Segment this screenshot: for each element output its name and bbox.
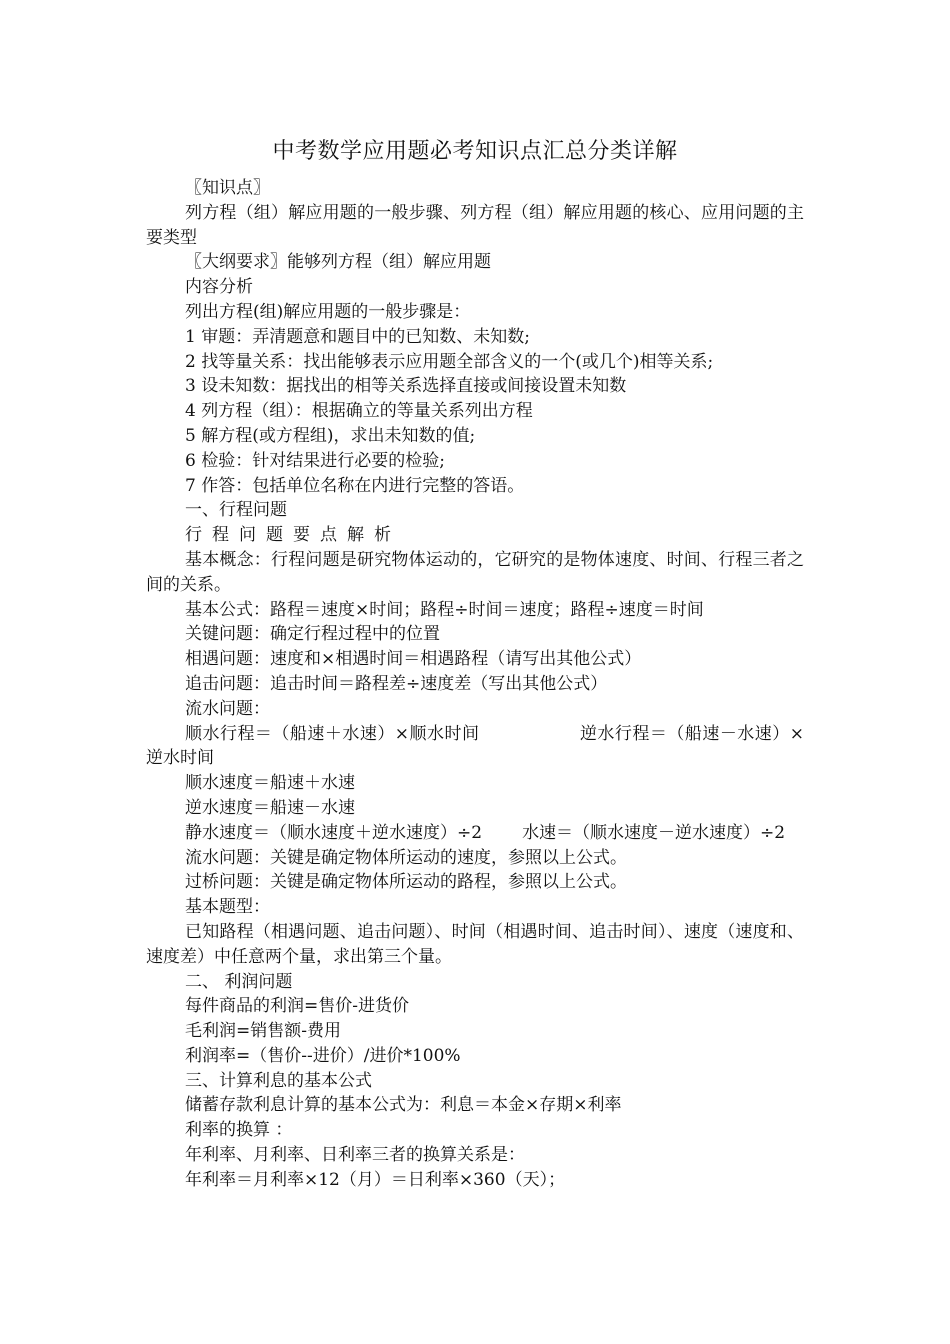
- paragraph: 6 检验：针对结果进行必要的检验;: [185, 450, 445, 471]
- paragraph: 已知路程（相遇问题、追击问题）、时间（相遇时间、追击时间）、速度（速度和、速度差）中任意两个量，求出第三个量。: [146, 921, 804, 967]
- subsection-heading: 行程问题要点解析: [185, 525, 401, 546]
- paragraph: 3 设未知数：据找出的相等关系选择直接或间接设置未知数: [185, 376, 627, 397]
- paragraph: 4 列方程（组）：根据确立的等量关系列出方程: [185, 401, 533, 422]
- formula-still-water-speed: 静水速度＝（顺水速度＋逆水速度）÷2: [185, 822, 483, 843]
- paragraph: 相遇问题：速度和×相遇时间＝相遇路程（请写出其他公式）: [185, 649, 642, 670]
- paragraph: 流水问题：关键是确定物体所运动的速度，参照以上公式。: [185, 847, 627, 868]
- paragraph-pair: [146, 821, 804, 846]
- section-heading: 二、 利润问题: [185, 971, 293, 992]
- paragraph: 每件商品的利润=售价-进货价: [185, 996, 409, 1017]
- paragraph: 储蓄存款利息计算的基本公式为：利息＝本金×存期×利率: [185, 1095, 622, 1116]
- paragraph: 利润率=（售价--进价）/进价*100%: [185, 1045, 461, 1066]
- paragraph-pair: [146, 722, 804, 772]
- paragraph: 年利率＝月利率×12（月）＝日利率×360（天）；: [185, 1169, 566, 1190]
- section-heading: 三、计算利息的基本公式: [185, 1070, 372, 1091]
- formula-upstream-distance: 逆水行程＝（船速－水速）×逆水时间: [146, 723, 804, 769]
- document-title: 中考数学应用题必考知识点汇总分类详解: [272, 139, 678, 164]
- paragraph: 过桥问题：关键是确定物体所运动的路程，参照以上公式。: [185, 872, 627, 893]
- paragraph: 基本公式：路程＝速度×时间；路程÷时间＝速度；路程÷速度＝时间: [185, 599, 704, 620]
- paragraph: 利率的换算 ：: [185, 1120, 293, 1141]
- paragraph: 列方程（组）解应用题的一般步骤、列方程（组）解应用题的核心、应用问题的主要类型: [146, 202, 804, 248]
- document-body: [146, 136, 804, 1193]
- paragraph: 5 解方程(或方程组)，求出未知数的值;: [185, 425, 476, 446]
- paragraph: 关键问题：确定行程过程中的位置: [185, 624, 440, 645]
- section-heading: 一、行程问题: [185, 500, 287, 521]
- paragraph: 顺水速度＝船速＋水速: [185, 773, 355, 794]
- paragraph: 〖大纲要求〗能够列方程（组）解应用题: [185, 252, 491, 273]
- paragraph: 逆水速度＝船速－水速: [185, 797, 355, 818]
- paragraph: 基本概念：行程问题是研究物体运动的，它研究的是物体速度、时间、行程三者之间的关系。: [146, 549, 804, 595]
- paragraph: 毛利润=销售额-费用: [185, 1021, 341, 1042]
- paragraph: 列出方程(组)解应用题的一般步骤是：: [185, 301, 471, 322]
- paragraph: 2 找等量关系：找出能够表示应用题全部含义的一个(或几个)相等关系;: [185, 351, 714, 372]
- formula-downstream-distance: 顺水行程＝（船速＋水速）×顺水时间: [185, 723, 480, 744]
- paragraph: 追击问题：追击时间＝路程差÷速度差（写出其他公式）: [185, 673, 608, 694]
- paragraph: 基本题型：: [185, 897, 270, 918]
- paragraph: 1 审题：弄清题意和题目中的已知数、未知数;: [185, 326, 530, 347]
- paragraph: 内容分析: [185, 277, 253, 298]
- formula-water-speed: 水速＝（顺水速度－逆水速度）÷2: [522, 822, 786, 843]
- paragraph: 年利率、月利率、日利率三者的换算关系是：: [185, 1145, 525, 1166]
- paragraph: 流水问题：: [185, 698, 270, 719]
- paragraph: 7 作答：包括单位名称在内进行完整的答语。: [185, 475, 525, 496]
- paragraph: 〖知识点〗: [185, 178, 270, 198]
